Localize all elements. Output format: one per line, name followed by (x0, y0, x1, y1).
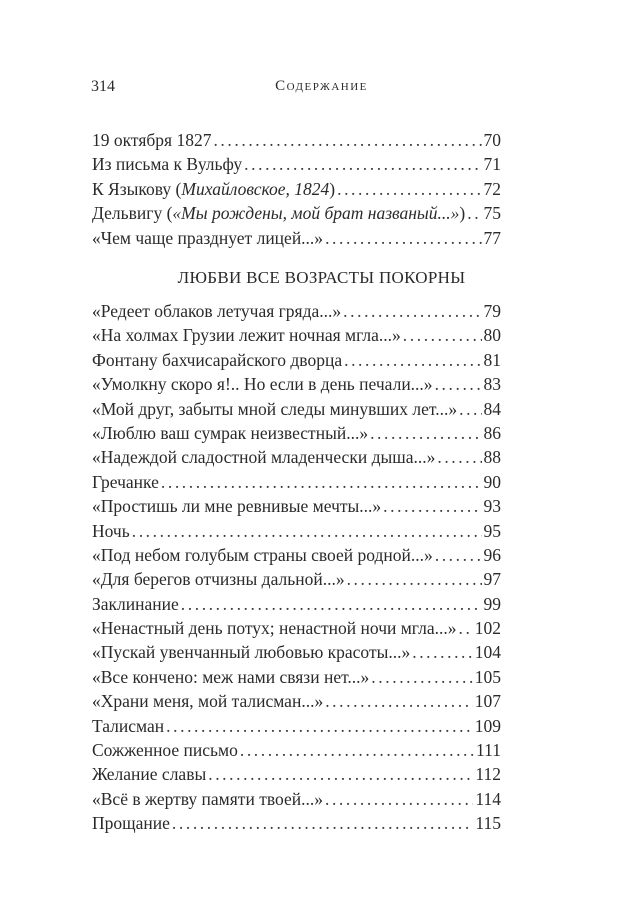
toc-entry-page: 93 (483, 496, 501, 517)
toc-entry-page: 77 (483, 227, 501, 248)
toc-entry-page: 105 (474, 666, 501, 687)
toc-entry[interactable] (92, 811, 501, 835)
toc-entry-title: «Всё в жертву памяти твоей...» (92, 788, 323, 809)
dot-leader (435, 372, 482, 396)
toc-entry-page: 72 (483, 178, 501, 199)
toc-entry-title: «Для берегов отчизны дальной...» (92, 569, 345, 590)
toc-entry[interactable] (92, 714, 501, 738)
toc-entry[interactable] (92, 665, 501, 689)
toc-entry-page: 84 (483, 398, 501, 419)
dot-leader (403, 323, 482, 347)
toc-entry[interactable] (92, 372, 501, 396)
toc-entry-title: «Ненастный день потух; ненастной ночи мгла...» (92, 618, 457, 639)
toc-entry-page: 70 (483, 130, 501, 150)
dot-leader (325, 689, 473, 713)
toc-entry[interactable] (92, 397, 501, 421)
toc-entry[interactable] (92, 348, 501, 372)
toc-entry-title: «Пускай увенчанный любовью красоты...» (92, 642, 411, 663)
dot-leader (467, 201, 481, 225)
toc-entry-title: Фонтану бахчисарайского дворца (92, 349, 343, 370)
dot-leader (161, 470, 482, 494)
dot-leader (172, 811, 474, 835)
toc-entry-page: 114 (475, 788, 501, 809)
toc-top-list (92, 128, 501, 250)
dot-leader (337, 177, 481, 201)
toc-entry-title: «Все кончено: меж нами связи нет...» (92, 666, 370, 687)
toc-entry-title: Талисман (92, 715, 165, 736)
toc-entry-page: 99 (483, 593, 501, 614)
toc-entry-page: 109 (474, 715, 501, 736)
toc-entry-page: 88 (483, 447, 501, 468)
toc-entry[interactable] (92, 689, 501, 713)
toc-entry[interactable] (92, 738, 501, 762)
toc-entry[interactable] (92, 445, 501, 469)
dot-leader (132, 519, 482, 543)
dot-leader (458, 616, 472, 640)
section-heading: ЛЮБВИ ВСЕ ВОЗРАСТЫ ПОКОРНЫ (177, 268, 466, 287)
toc-entry-page: 80 (483, 325, 501, 346)
dot-leader (244, 152, 481, 176)
toc-entry[interactable] (92, 640, 501, 664)
toc-entry[interactable] (92, 421, 501, 445)
toc-entry[interactable] (92, 762, 501, 786)
toc-entry-page: 95 (483, 520, 501, 541)
toc-entry-page: 107 (474, 691, 501, 712)
toc-entry-title: Гречанке (92, 471, 159, 492)
dot-leader (240, 738, 474, 762)
toc-entry[interactable] (92, 470, 501, 494)
toc-entry-page: 86 (483, 422, 501, 443)
dot-leader (347, 567, 482, 591)
toc-entry-page: 97 (483, 569, 501, 590)
toc-entry-page: 71 (483, 154, 501, 175)
toc-entry[interactable] (92, 152, 501, 176)
dot-leader (437, 445, 481, 469)
dot-leader (435, 543, 482, 567)
toc-entry-title: «На холмах Грузии лежит ночная мгла...» (92, 325, 401, 346)
toc-entry[interactable] (92, 519, 501, 543)
running-title: Содержание (275, 78, 368, 94)
toc-entry[interactable] (92, 299, 501, 323)
toc-entry-page: 102 (474, 618, 501, 639)
toc-entry-page: 115 (475, 813, 501, 834)
toc-entry-page: 104 (474, 642, 501, 663)
toc-entry-page: 96 (483, 544, 501, 565)
toc-section-list (92, 299, 501, 836)
toc-entry-title: «Под небом голубым страны своей родной...» (92, 544, 433, 565)
toc-entry[interactable] (92, 494, 501, 518)
dot-leader (208, 762, 473, 786)
toc-entry[interactable] (92, 787, 501, 811)
dot-leader (371, 665, 472, 689)
dot-leader (343, 299, 481, 323)
toc-entry[interactable] (92, 543, 501, 567)
dot-leader (181, 592, 482, 616)
toc-entry[interactable] (92, 226, 501, 250)
toc-entry-title: «Простишь ли мне ревнивые мечты...» (92, 496, 382, 517)
toc-entry-title: К Языкову (Михайловское, 1824) (92, 178, 336, 199)
dot-leader (412, 640, 473, 664)
toc-entry-title: Желание славы (92, 764, 207, 785)
toc-entry[interactable] (92, 616, 501, 640)
dot-leader (370, 421, 481, 445)
toc-entry-title: «Умолкну скоро я!.. Но если в день печали...» (92, 374, 433, 395)
toc-entry-title: Из письма к Вульфу (92, 154, 243, 175)
toc-entry-title: «Редеет облаков летучая гряда...» (92, 301, 342, 321)
toc-entry-title: Сожженное письмо (92, 740, 238, 761)
dot-leader (459, 397, 481, 421)
toc-entry-page: 90 (483, 471, 501, 492)
toc-entry-title: Ночь (92, 520, 130, 541)
toc-entry[interactable] (92, 592, 501, 616)
toc-entry-title: Заклинание (92, 593, 179, 614)
toc-entry-title: Дельвигу («Мы рождены, мой брат названый...») (92, 203, 466, 224)
toc-entry[interactable] (92, 201, 501, 225)
toc-entry-page: 83 (483, 374, 501, 395)
toc-entry[interactable] (92, 128, 501, 152)
toc-entry-title: 19 октября 1827 (92, 130, 212, 150)
toc-entry-title: «Люблю ваш сумрак неизвестный...» (92, 422, 369, 443)
toc-entry[interactable] (92, 323, 501, 347)
toc-entry-page: 112 (475, 764, 501, 785)
page-number: 314 (91, 78, 115, 95)
toc-entry-title: «Надеждой сладостной младенчески дыша...» (92, 447, 436, 468)
toc-entry-page: 79 (483, 301, 501, 321)
dot-leader (383, 494, 481, 518)
dot-leader (325, 787, 473, 811)
dot-leader (213, 128, 481, 152)
toc-entry-title: «Мой друг, забыты мной следы минувших лет...» (92, 398, 458, 419)
toc-entry-page: 81 (483, 349, 501, 370)
toc-entry[interactable] (92, 567, 501, 591)
toc-entry-title: «Храни меня, мой талисман...» (92, 691, 324, 712)
dot-leader (344, 348, 481, 372)
dot-leader (166, 714, 473, 738)
toc-entry[interactable] (92, 177, 501, 201)
toc-entry-page: 111 (476, 740, 501, 761)
toc-entry-page: 75 (483, 203, 501, 224)
toc-entry-title: «Чем чаще празднует лицей...» (92, 227, 324, 248)
toc-entry-title: Прощание (92, 813, 170, 834)
dot-leader (325, 226, 481, 250)
